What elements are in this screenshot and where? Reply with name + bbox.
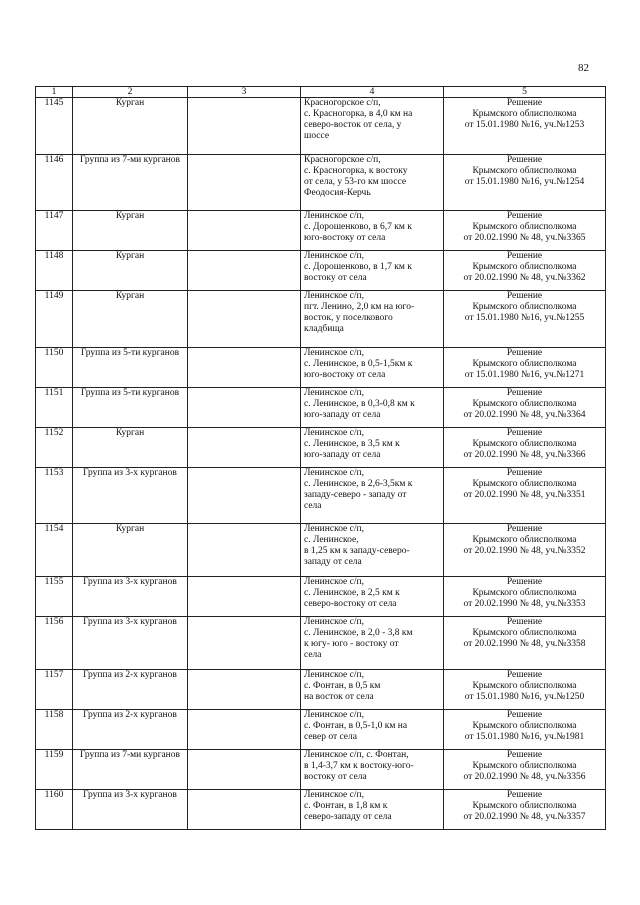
location-description: Ленинское с/п, с. Дорошенково, в 6,7 км к юго-востоку от села	[301, 211, 444, 251]
location-description: Ленинское с/п, с. Ленинское, в 3,5 км к юго-западу от села	[301, 428, 444, 468]
column-3-cell	[188, 790, 301, 830]
column-header-4: 4	[301, 87, 444, 98]
object-name: Группа из 5-ти курганов	[73, 348, 188, 388]
row-number: 1146	[36, 155, 73, 211]
location-description: Ленинское с/п, пгт. Ленино, 2,0 км на юго- восток, у поселкового кладбища	[301, 291, 444, 348]
row-number: 1150	[36, 348, 73, 388]
object-name: Группа из 2-х курганов	[73, 710, 188, 750]
row-number: 1157	[36, 670, 73, 710]
location-description: Ленинское с/п, с. Фонтан, в 1,8 км к северо-западу от села	[301, 790, 444, 830]
table-row	[36, 617, 606, 670]
protection-decision: Решение Крымского облисполкома от 15.01.1980 №16, уч.№1981	[444, 710, 606, 750]
location-description: Ленинское с/п, с. Ленинское, в 2,5 км к северо-востоку от села	[301, 577, 444, 617]
table-row	[36, 524, 606, 577]
column-3-cell	[188, 348, 301, 388]
row-number: 1152	[36, 428, 73, 468]
column-3-cell	[188, 524, 301, 577]
table-header	[36, 87, 606, 98]
location-description: Красногорское с/п, с. Красногорка, в 4,0 км на северо-восток от села, у шоссе	[301, 98, 444, 155]
location-description: Ленинское с/п, с. Фонтан, в 0,5 км на восток от села	[301, 670, 444, 710]
protection-decision: Решение Крымского облисполкома от 15.01.1980 №16, уч.№1271	[444, 348, 606, 388]
row-number: 1154	[36, 524, 73, 577]
object-name: Группа из 2-х курганов	[73, 670, 188, 710]
row-number: 1148	[36, 251, 73, 291]
protection-decision: Решение Крымского облисполкома от 15.01.1980 №16, уч.№1250	[444, 670, 606, 710]
object-name: Курган	[73, 291, 188, 348]
location-description: Ленинское с/п, с. Ленинское, в 0,5-1,5км к юго-востоку от села	[301, 348, 444, 388]
heritage-registry-table	[35, 86, 606, 830]
column-3-cell	[188, 750, 301, 790]
protection-decision: Решение Крымского облисполкома от 20.02.1990 № 48, уч.№3358	[444, 617, 606, 670]
row-number: 1147	[36, 211, 73, 251]
object-name: Курган	[73, 524, 188, 577]
column-3-cell	[188, 388, 301, 428]
protection-decision: Решение Крымского облисполкома от 20.02.1990 № 48, уч.№3365	[444, 211, 606, 251]
column-header-1: 1	[36, 87, 73, 98]
location-description: Ленинское с/п, с. Ленинское, в 1,25 км к западу-северо- западу от села	[301, 524, 444, 577]
object-name: Группа из 3-х курганов	[73, 468, 188, 524]
protection-decision: Решение Крымского облисполкома от 20.02.1990 № 48, уч.№3351	[444, 468, 606, 524]
object-name: Курган	[73, 428, 188, 468]
table-row	[36, 155, 606, 211]
column-3-cell	[188, 291, 301, 348]
location-description: Ленинское с/п, с. Фонтан, в 0,5-1,0 км на север от села	[301, 710, 444, 750]
row-number: 1155	[36, 577, 73, 617]
column-header-5: 5	[444, 87, 606, 98]
object-name: Курган	[73, 211, 188, 251]
table-row	[36, 710, 606, 750]
page-number: 82	[578, 62, 589, 74]
protection-decision: Решение Крымского облисполкома от 20.02.1990 № 48, уч.№3356	[444, 750, 606, 790]
column-3-cell	[188, 577, 301, 617]
table-row	[36, 211, 606, 251]
protection-decision: Решение Крымского облисполкома от 20.02.1990 № 48, уч.№3352	[444, 524, 606, 577]
protection-decision: Решение Крымского облисполкома от 15.01.1980 №16, уч.№1253	[444, 98, 606, 155]
protection-decision: Решение Крымского облисполкома от 20.02.1990 № 48, уч.№3353	[444, 577, 606, 617]
protection-decision: Решение Крымского облисполкома от 20.02.1990 № 48, уч.№3362	[444, 251, 606, 291]
object-name: Группа из 5-ти курганов	[73, 388, 188, 428]
table-row	[36, 428, 606, 468]
table-row	[36, 251, 606, 291]
table-row	[36, 577, 606, 617]
object-name: Группа из 7-ми курганов	[73, 155, 188, 211]
table-body	[36, 98, 606, 830]
protection-decision: Решение Крымского облисполкома от 20.02.1990 № 48, уч.№3364	[444, 388, 606, 428]
location-description: Ленинское с/п, с. Фонтан, в 1,4-3,7 км к востоку-юго- востоку от села	[301, 750, 444, 790]
column-header-3: 3	[188, 87, 301, 98]
row-number: 1156	[36, 617, 73, 670]
object-name: Курган	[73, 251, 188, 291]
table-row	[36, 790, 606, 830]
row-number: 1158	[36, 710, 73, 750]
object-name: Группа из 7-ми курганов	[73, 750, 188, 790]
column-3-cell	[188, 710, 301, 750]
protection-decision: Решение Крымского облисполкома от 15.01.1980 №16, уч.№1254	[444, 155, 606, 211]
table-row	[36, 750, 606, 790]
table-row	[36, 388, 606, 428]
column-3-cell	[188, 670, 301, 710]
table-row	[36, 670, 606, 710]
protection-decision: Решение Крымского облисполкома от 20.02.1990 № 48, уч.№3357	[444, 790, 606, 830]
location-description: Ленинское с/п, с. Дорошенково, в 1,7 км к востоку от села	[301, 251, 444, 291]
table-row	[36, 348, 606, 388]
object-name: Курган	[73, 98, 188, 155]
column-3-cell	[188, 98, 301, 155]
object-name: Группа из 3-х курганов	[73, 577, 188, 617]
column-3-cell	[188, 155, 301, 211]
protection-decision: Решение Крымского облисполкома от 20.02.1990 № 48, уч.№3366	[444, 428, 606, 468]
row-number: 1160	[36, 790, 73, 830]
protection-decision: Решение Крымского облисполкома от 15.01.1980 №16, уч.№1255	[444, 291, 606, 348]
row-number: 1145	[36, 98, 73, 155]
object-name: Группа из 3-х курганов	[73, 617, 188, 670]
location-description: Ленинское с/п, с. Ленинское, в 0,3-0,8 км к юго-западу от села	[301, 388, 444, 428]
header-row	[36, 87, 606, 98]
row-number: 1151	[36, 388, 73, 428]
table-row	[36, 291, 606, 348]
row-number: 1153	[36, 468, 73, 524]
row-number: 1159	[36, 750, 73, 790]
column-3-cell	[188, 617, 301, 670]
table-row	[36, 468, 606, 524]
column-3-cell	[188, 468, 301, 524]
column-3-cell	[188, 211, 301, 251]
location-description: Ленинское с/п, с. Ленинское, в 2,0 - 3,8 км к югу- юго - востоку от села	[301, 617, 444, 670]
column-header-2: 2	[73, 87, 188, 98]
row-number: 1149	[36, 291, 73, 348]
table-row	[36, 98, 606, 155]
column-3-cell	[188, 251, 301, 291]
column-3-cell	[188, 428, 301, 468]
object-name: Группа из 3-х курганов	[73, 790, 188, 830]
location-description: Красногорское с/п, с. Красногорка, к востоку от села, у 53-го км шоссе Феодосия-Керчь	[301, 155, 444, 211]
location-description: Ленинское с/п, с. Ленинское, в 2,6-3,5км к западу-северо - западу от села	[301, 468, 444, 524]
